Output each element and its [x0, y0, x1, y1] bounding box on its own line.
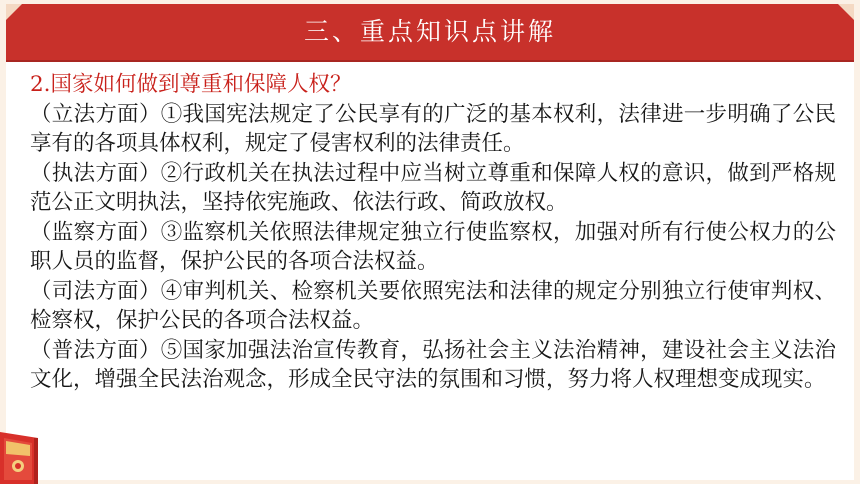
content-text	[30, 70, 836, 395]
paragraph-law-popularization: （普法方面）⑤国家加强法治宣传教育，弘扬社会主义法治精神，建设社会主义法治文化，增强全民法治观念，形成全民守法的氛围和习惯，努力将人权理想变成现实。	[30, 337, 836, 392]
paragraph-legislation: （立法方面）①我国宪法规定了公民享有的广泛的基本权利，法律进一步明确了公民享有的各项具体权利，规定了侵害权利的法律责任。	[30, 101, 836, 156]
paragraph-law-enforcement: （执法方面）②行政机关在执法过程中应当树立尊重和保障人权的意识，做到严格规范公正文明执法，坚持依宪施政、依法行政、简政放权。	[30, 160, 836, 215]
title-banner	[6, 4, 854, 63]
banner-corner-right	[838, 4, 854, 20]
paragraph-judicial: （司法方面）④审判机关、检察机关要依照宪法和法律的规定分别独立行使审判权、检察权，保护公民的各项合法权益。	[30, 278, 836, 333]
paragraph-supervision: （监察方面）③监察机关依照法律规定独立行使监察权，加强对所有行使公权力的公职人员的监督，保护公民的各项合法权益。	[30, 219, 836, 274]
banner-corner-left	[6, 4, 22, 20]
page-title: 三、重点知识点讲解	[303, 17, 556, 46]
content-panel	[6, 62, 854, 480]
question-heading: 2.国家如何做到尊重和保障人权？	[30, 72, 352, 97]
law-book-icon	[0, 432, 44, 484]
